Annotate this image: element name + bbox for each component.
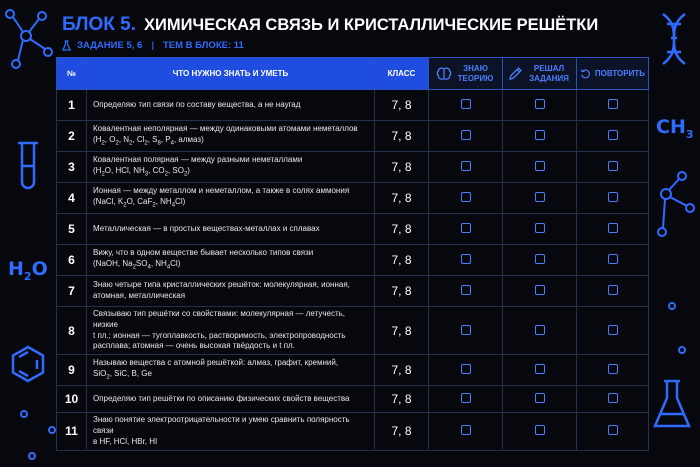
table-row (57, 276, 649, 307)
text-fragment: атомная, металлическая (93, 291, 186, 300)
text-fragment: Называю вещества с атомной решёткой: алмаз, графит, кремний, (93, 358, 339, 368)
repeat-checkbox[interactable] (608, 364, 618, 374)
row-number: 9 (57, 355, 87, 386)
row-description (87, 121, 375, 152)
table-row (57, 152, 649, 183)
repeat-checkbox[interactable] (608, 130, 618, 140)
subscript: 2 (101, 140, 105, 147)
repeat-cell (577, 386, 649, 413)
col-repeat-label: ПОВТОРИТЬ (594, 68, 645, 78)
repeat-checkbox[interactable] (608, 285, 618, 295)
solved-tasks-checkbox[interactable] (535, 254, 545, 264)
solved-tasks-cell (503, 214, 577, 245)
col-solved-label: РЕШАЛ ЗАДАНИЯ (529, 64, 569, 83)
repeat-cell (577, 121, 649, 152)
row-description (87, 214, 375, 245)
text-fragment: , CO (148, 166, 165, 176)
know-theory-checkbox[interactable] (461, 223, 471, 233)
subscript: 2 (164, 171, 168, 178)
text-fragment: расплава; атомная — очень высокая твёрдость и t пл. (93, 341, 295, 351)
know-theory-checkbox[interactable] (461, 425, 471, 435)
subscript: 3 (144, 171, 149, 178)
block-number: БЛОК 5. (62, 14, 137, 35)
col-number-header: № (57, 58, 87, 90)
row-description (87, 152, 375, 183)
row-grade: 7, 8 (375, 307, 429, 355)
subscript: 4 (147, 264, 151, 271)
row-grade: 7, 8 (375, 276, 429, 307)
table-row (57, 355, 649, 386)
subscript: 2 (129, 140, 133, 147)
text-fragment: Связываю тип решётки со свойствами: молекулярная — летучесть, низкие (93, 309, 346, 329)
row-description (87, 276, 375, 307)
know-theory-cell (429, 413, 503, 450)
repeat-cell (577, 152, 649, 183)
text-fragment: , NH (155, 197, 172, 207)
repeat-checkbox[interactable] (608, 325, 618, 335)
ch3-formula: $CH_3$ (656, 116, 694, 141)
row-grade: 7, 8 (375, 386, 429, 413)
row-number: 4 (57, 183, 87, 214)
flask-decor-icon (652, 378, 692, 432)
table-row (57, 386, 649, 413)
text-fragment: , SiC, B, Ge (109, 369, 152, 379)
text-fragment: Знаю четыре типа кристаллических решёток: молекулярная, ионная, (93, 280, 350, 290)
solved-tasks-checkbox[interactable] (535, 161, 545, 171)
pencil-icon (508, 66, 523, 81)
refresh-icon (580, 67, 591, 81)
checklist-table (56, 57, 649, 451)
text-fragment: , NH (150, 259, 167, 269)
text-fragment: O, CaF (126, 197, 153, 207)
repeat-checkbox[interactable] (608, 223, 618, 233)
row-grade: 7, 8 (375, 152, 429, 183)
subscript: 2 (144, 140, 148, 147)
row-number: 7 (57, 276, 87, 307)
solved-tasks-checkbox[interactable] (535, 223, 545, 233)
know-theory-checkbox[interactable] (461, 254, 471, 264)
solved-tasks-checkbox[interactable] (535, 192, 545, 202)
benzene-ring-icon (8, 344, 48, 384)
text-fragment: , O (104, 135, 116, 145)
repeat-cell (577, 90, 649, 121)
page-header (62, 14, 652, 51)
text-fragment: Определяю тип решётки по описанию физических свойств вещества (93, 393, 350, 403)
row-grade: 7, 8 (375, 413, 429, 450)
solved-tasks-cell (503, 183, 577, 214)
block-meta (62, 40, 652, 51)
know-theory-cell (429, 307, 503, 355)
solved-tasks-cell (503, 355, 577, 386)
text-fragment: ) (187, 166, 190, 176)
know-theory-checkbox[interactable] (461, 192, 471, 202)
text-fragment: , алмаз) (173, 135, 204, 145)
text-fragment: Определяю тип связи по составу вещества, а не наугад (93, 99, 301, 109)
text-fragment: , P (160, 135, 171, 145)
row-number: 10 (57, 386, 87, 413)
text-fragment: Ковалентная неполярная — между одинаковыми атомами неметаллов (93, 124, 358, 134)
molecule-small-icon (652, 170, 698, 240)
repeat-cell (577, 214, 649, 245)
col-repeat-header (577, 58, 649, 90)
dots-right-icon (664, 300, 690, 360)
solved-tasks-cell (503, 121, 577, 152)
know-theory-checkbox[interactable] (461, 161, 471, 171)
text-fragment: O, HCl, NH (104, 166, 145, 176)
repeat-cell (577, 245, 649, 276)
dna-icon (657, 12, 691, 78)
solved-tasks-cell (503, 307, 577, 355)
solved-tasks-checkbox[interactable] (535, 425, 545, 435)
know-theory-cell (429, 276, 503, 307)
row-description (87, 355, 375, 386)
solved-tasks-cell (503, 90, 577, 121)
text-fragment: Cl) (175, 197, 186, 207)
row-grade: 7, 8 (375, 183, 429, 214)
row-description (87, 245, 375, 276)
repeat-checkbox[interactable] (608, 254, 618, 264)
text-fragment: , N (118, 135, 130, 145)
text-fragment: (H (93, 166, 102, 176)
repeat-checkbox[interactable] (608, 393, 618, 403)
repeat-cell (577, 276, 649, 307)
row-number: 5 (57, 214, 87, 245)
test-tube-icon (14, 140, 42, 194)
text-fragment: (H (93, 135, 102, 145)
row-description (87, 90, 375, 121)
subscript: 4 (170, 140, 174, 147)
know-theory-checkbox[interactable] (461, 285, 471, 295)
text-fragment: Ковалентная полярная — между разными неметаллами (93, 155, 303, 165)
block-title: ХИМИЧЕСКАЯ СВЯЗЬ И КРИСТАЛЛИЧЕСКИЕ РЕШЁТКИ (144, 16, 599, 34)
row-grade: 7, 8 (375, 121, 429, 152)
table-row (57, 121, 649, 152)
subscript: 2 (183, 171, 188, 178)
row-number: 3 (57, 152, 87, 183)
col-know-label: ЗНАЮ ТЕОРИЮ (457, 64, 494, 83)
page-title (62, 14, 652, 36)
repeat-checkbox[interactable] (608, 99, 618, 109)
subscript: 2 (123, 202, 127, 209)
solved-tasks-checkbox[interactable] (535, 99, 545, 109)
row-number: 11 (57, 413, 87, 450)
know-theory-cell (429, 386, 503, 413)
solved-tasks-checkbox[interactable] (535, 285, 545, 295)
text-fragment: , SO (167, 166, 184, 176)
col-know-header (429, 58, 503, 90)
solved-tasks-cell (503, 276, 577, 307)
subscript: 2 (132, 264, 136, 271)
solved-tasks-checkbox[interactable] (535, 364, 545, 374)
h2o-formula: $H_2O$ (8, 258, 48, 283)
row-number: 1 (57, 90, 87, 121)
subscript: 2 (106, 374, 110, 381)
table-row (57, 183, 649, 214)
row-description (87, 307, 375, 355)
row-grade: 7, 8 (375, 355, 429, 386)
subscript: 2 (152, 202, 156, 209)
row-grade: 7, 8 (375, 245, 429, 276)
know-theory-cell (429, 152, 503, 183)
subscript: 4 (171, 202, 176, 209)
brain-icon (436, 67, 452, 81)
text-fragment: Cl) (170, 259, 181, 269)
know-theory-cell (429, 183, 503, 214)
table-row (57, 90, 649, 121)
table-row (57, 214, 649, 245)
table-row (57, 413, 649, 450)
know-theory-cell (429, 121, 503, 152)
text-fragment: SiO (93, 369, 107, 379)
topics-count: ТЕМ В БЛОКЕ: 11 (162, 40, 244, 51)
text-fragment: SO (135, 259, 148, 269)
know-theory-checkbox[interactable] (461, 393, 471, 403)
text-fragment: Ионная — между металлом и неметаллом, а также в солях аммония (93, 186, 350, 196)
text-fragment: , S (147, 135, 158, 145)
text-fragment: t пл.; ионная — тугоплавкость, растворимость, электропроводность (93, 330, 346, 340)
text-fragment: , Cl (132, 135, 145, 145)
solved-tasks-cell (503, 152, 577, 183)
text-fragment: Знаю понятие электроотрицательности и умею сравнить полярность связи (93, 415, 350, 435)
flask-icon (62, 40, 71, 51)
repeat-cell (577, 355, 649, 386)
know-theory-cell (429, 355, 503, 386)
row-number: 8 (57, 307, 87, 355)
molecule-icon (2, 6, 58, 76)
row-grade: 7, 8 (375, 90, 429, 121)
know-theory-cell (429, 245, 503, 276)
meta-separator: | (151, 40, 154, 51)
row-number: 2 (57, 121, 87, 152)
repeat-checkbox[interactable] (608, 161, 618, 171)
table-header-row (57, 58, 649, 90)
text-fragment: (NaCl, K (93, 197, 124, 207)
know-theory-checkbox[interactable] (461, 364, 471, 374)
know-theory-cell (429, 90, 503, 121)
tasks-label: ЗАДАНИЕ 5, 6 (77, 40, 143, 51)
subscript: 8 (157, 140, 161, 147)
repeat-checkbox[interactable] (608, 425, 618, 435)
solved-tasks-checkbox[interactable] (535, 393, 545, 403)
subscript: 2 (101, 171, 105, 178)
col-solved-header (503, 58, 577, 90)
row-description (87, 386, 375, 413)
solved-tasks-cell (503, 386, 577, 413)
row-description (87, 413, 375, 450)
text-fragment: Металлическая — в простых веществах-металлах и сплавах (93, 223, 320, 233)
subscript: 4 (166, 264, 171, 271)
know-theory-checkbox[interactable] (461, 130, 471, 140)
text-fragment: в HF, HCl, HBr, HI (93, 436, 158, 446)
table-row (57, 307, 649, 355)
row-number: 6 (57, 245, 87, 276)
repeat-cell (577, 183, 649, 214)
text-fragment: Вижу, что в одном веществе бывает несколько типов связи (93, 248, 314, 258)
col-grade-header: КЛАСС (375, 58, 429, 90)
col-what-header: ЧТО НУЖНО ЗНАТЬ И УМЕТЬ (87, 58, 375, 90)
text-fragment: (NaOH, Na (93, 259, 133, 269)
table-row (57, 245, 649, 276)
solved-tasks-checkbox[interactable] (535, 130, 545, 140)
know-theory-cell (429, 214, 503, 245)
solved-tasks-checkbox[interactable] (535, 325, 545, 335)
know-theory-checkbox[interactable] (461, 325, 471, 335)
row-grade: 7, 8 (375, 214, 429, 245)
repeat-cell (577, 413, 649, 450)
row-description (87, 183, 375, 214)
subscript: 2 (115, 140, 119, 147)
repeat-checkbox[interactable] (608, 192, 618, 202)
solved-tasks-cell (503, 413, 577, 450)
repeat-cell (577, 307, 649, 355)
know-theory-checkbox[interactable] (461, 99, 471, 109)
solved-tasks-cell (503, 245, 577, 276)
